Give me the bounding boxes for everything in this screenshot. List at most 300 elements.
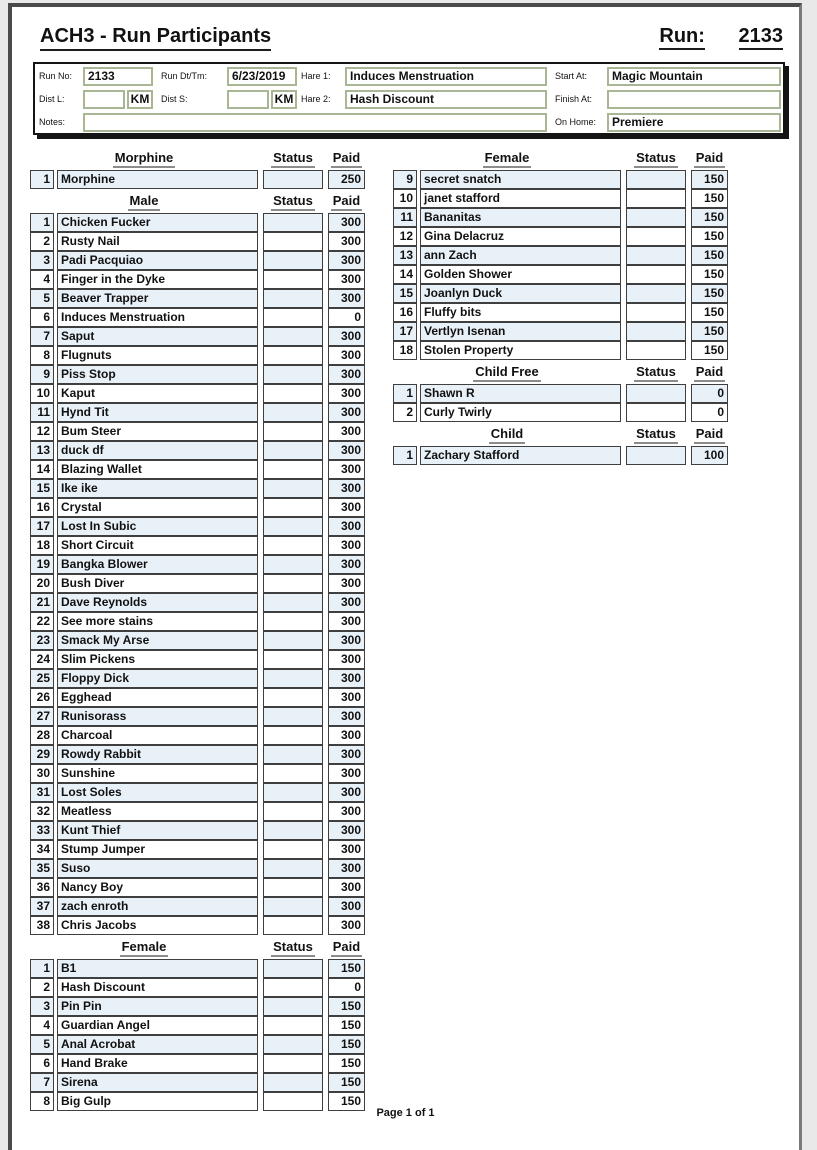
table-row (393, 189, 728, 208)
row-number: 9 (393, 170, 417, 189)
participant-name: Lost In Subic (57, 517, 258, 536)
participant-name: Gina Delacruz (420, 227, 621, 246)
participant-name: Flugnuts (57, 346, 258, 365)
participant-name: Rusty Nail (57, 232, 258, 251)
paid-cell: 300 (328, 802, 365, 821)
participant-name: Dave Reynolds (57, 593, 258, 612)
table-row (30, 327, 365, 346)
status-cell (626, 265, 686, 284)
status-cell (263, 403, 323, 422)
participant-section (30, 193, 365, 935)
section-title: Morphine (113, 150, 176, 168)
participant-name: Meatless (57, 802, 258, 821)
status-cell (263, 1016, 323, 1035)
participant-name: Saput (57, 327, 258, 346)
run-dt-field: 6/23/2019 (227, 67, 297, 86)
row-number: 5 (30, 1035, 54, 1054)
section-header (393, 150, 728, 169)
paid-cell: 300 (328, 707, 365, 726)
dist-l-unit: KM (127, 90, 153, 109)
paid-cell: 300 (328, 365, 365, 384)
paid-cell: 300 (328, 840, 365, 859)
table-row (30, 365, 365, 384)
section-rows (30, 170, 365, 189)
row-number: 7 (30, 327, 54, 346)
paid-cell: 0 (328, 978, 365, 997)
participant-section (30, 150, 365, 189)
paid-cell: 150 (328, 997, 365, 1016)
start-at-label: Start At: (555, 71, 588, 81)
table-row (30, 270, 365, 289)
table-row (393, 284, 728, 303)
status-cell (626, 189, 686, 208)
participant-name: Stump Jumper (57, 840, 258, 859)
participant-name: Golden Shower (420, 265, 621, 284)
status-cell (263, 213, 323, 232)
status-cell (263, 878, 323, 897)
row-number: 8 (30, 1092, 54, 1111)
paid-cell: 300 (328, 517, 365, 536)
participant-name: secret snatch (420, 170, 621, 189)
row-number: 5 (30, 289, 54, 308)
paid-cell: 300 (328, 669, 365, 688)
paid-cell: 300 (328, 346, 365, 365)
table-row (30, 479, 365, 498)
table-row (30, 441, 365, 460)
run-number: 2133 (739, 25, 784, 50)
paid-cell: 300 (328, 384, 365, 403)
hare1-field: Induces Menstruation (345, 67, 547, 86)
row-number: 15 (393, 284, 417, 303)
table-row (393, 303, 728, 322)
row-number: 23 (30, 631, 54, 650)
row-number: 6 (30, 308, 54, 327)
participant-name: Anal Acrobat (57, 1035, 258, 1054)
paid-cell: 300 (328, 536, 365, 555)
section-rows (393, 384, 728, 422)
participant-name: Morphine (57, 170, 258, 189)
run-no-field: 2133 (83, 67, 153, 86)
paid-header: Paid (694, 364, 725, 382)
table-row (30, 1054, 365, 1073)
status-header: Status (634, 426, 678, 444)
table-row (30, 213, 365, 232)
participant-name: duck df (57, 441, 258, 460)
table-row (393, 322, 728, 341)
participant-name: Chicken Fucker (57, 213, 258, 232)
row-number: 12 (30, 422, 54, 441)
status-cell (263, 745, 323, 764)
row-number: 34 (30, 840, 54, 859)
row-number: 25 (30, 669, 54, 688)
section-title: Male (128, 193, 161, 211)
participant-name: Finger in the Dyke (57, 270, 258, 289)
status-cell (626, 246, 686, 265)
paid-cell: 300 (328, 498, 365, 517)
row-number: 6 (30, 1054, 54, 1073)
table-row (30, 517, 365, 536)
run-header (659, 25, 783, 48)
participant-name: Vertlyn Isenan (420, 322, 621, 341)
status-cell (263, 170, 323, 189)
paid-cell: 0 (691, 384, 728, 403)
table-row (30, 498, 365, 517)
paid-cell: 300 (328, 631, 365, 650)
table-row (30, 878, 365, 897)
participant-name: Bum Steer (57, 422, 258, 441)
status-cell (263, 574, 323, 593)
status-cell (263, 498, 323, 517)
participant-name: Padi Pacquiao (57, 251, 258, 270)
hare2-field: Hash Discount (345, 90, 547, 109)
row-number: 22 (30, 612, 54, 631)
participant-name: Slim Pickens (57, 650, 258, 669)
row-number: 17 (393, 322, 417, 341)
table-row (30, 555, 365, 574)
row-number: 11 (30, 403, 54, 422)
status-cell (263, 840, 323, 859)
table-row (393, 170, 728, 189)
status-cell (263, 441, 323, 460)
row-number: 8 (30, 346, 54, 365)
paid-cell: 300 (328, 460, 365, 479)
row-number: 36 (30, 878, 54, 897)
participant-section (393, 150, 728, 360)
paid-cell: 300 (328, 422, 365, 441)
run-info-panel (33, 62, 785, 135)
participant-name: Runisorass (57, 707, 258, 726)
status-cell (263, 555, 323, 574)
table-row (393, 246, 728, 265)
participant-name: Kaput (57, 384, 258, 403)
status-cell (263, 1035, 323, 1054)
participant-name: Bangka Blower (57, 555, 258, 574)
paid-cell: 300 (328, 745, 365, 764)
table-row (30, 574, 365, 593)
table-row (30, 707, 365, 726)
participant-name: Hynd Tit (57, 403, 258, 422)
status-cell (626, 208, 686, 227)
paid-cell: 250 (328, 170, 365, 189)
row-number: 10 (393, 189, 417, 208)
status-cell (263, 997, 323, 1016)
table-row (30, 1073, 365, 1092)
section-header (30, 150, 365, 169)
page-footer: Page 1 of 1 (376, 1107, 435, 1119)
table-row (30, 612, 365, 631)
row-number: 26 (30, 688, 54, 707)
row-number: 1 (30, 213, 54, 232)
report-page (8, 3, 802, 1150)
row-number: 1 (30, 959, 54, 978)
participant-name: Charcoal (57, 726, 258, 745)
row-number: 14 (30, 460, 54, 479)
participant-name: zach enroth (57, 897, 258, 916)
paid-cell: 150 (691, 246, 728, 265)
run-no-label: Run No: (39, 71, 73, 81)
participant-name: Bananitas (420, 208, 621, 227)
row-number: 1 (393, 446, 417, 465)
table-row (30, 232, 365, 251)
run-label: Run: (659, 25, 705, 50)
paid-cell: 300 (328, 289, 365, 308)
table-row (30, 978, 365, 997)
paid-cell: 150 (691, 284, 728, 303)
status-cell (263, 1073, 323, 1092)
participant-name: Shawn R (420, 384, 621, 403)
row-number: 2 (30, 978, 54, 997)
paid-cell: 300 (328, 593, 365, 612)
row-number: 2 (30, 232, 54, 251)
section-title: Child Free (473, 364, 541, 382)
paid-cell: 150 (328, 1016, 365, 1035)
participant-section (393, 426, 728, 465)
participant-name: Ike ike (57, 479, 258, 498)
section-header (393, 364, 728, 383)
paid-header: Paid (694, 150, 725, 168)
paid-cell: 150 (691, 208, 728, 227)
status-cell (626, 384, 686, 403)
participant-name: Joanlyn Duck (420, 284, 621, 303)
status-cell (263, 308, 323, 327)
table-row (30, 403, 365, 422)
status-cell (263, 232, 323, 251)
dist-s-field (227, 90, 269, 109)
table-row (30, 1035, 365, 1054)
paid-cell: 0 (691, 403, 728, 422)
table-row (393, 384, 728, 403)
paid-cell: 150 (691, 189, 728, 208)
paid-cell: 150 (691, 227, 728, 246)
table-row (393, 403, 728, 422)
paid-header: Paid (331, 193, 362, 211)
row-number: 9 (30, 365, 54, 384)
participant-name: Piss Stop (57, 365, 258, 384)
row-number: 4 (30, 270, 54, 289)
paid-cell: 150 (328, 1054, 365, 1073)
paid-cell: 100 (691, 446, 728, 465)
row-number: 32 (30, 802, 54, 821)
row-number: 21 (30, 593, 54, 612)
row-number: 14 (393, 265, 417, 284)
paid-cell: 300 (328, 441, 365, 460)
row-number: 4 (30, 1016, 54, 1035)
table-row (30, 840, 365, 859)
paid-cell: 300 (328, 650, 365, 669)
status-header: Status (271, 150, 315, 168)
table-row (30, 170, 365, 189)
row-number: 30 (30, 764, 54, 783)
row-number: 18 (30, 536, 54, 555)
paid-cell: 300 (328, 232, 365, 251)
participant-name: Bush Diver (57, 574, 258, 593)
participant-name: See more stains (57, 612, 258, 631)
table-row (30, 916, 365, 935)
table-row (30, 308, 365, 327)
participant-name: Crystal (57, 498, 258, 517)
status-cell (626, 284, 686, 303)
row-number: 35 (30, 859, 54, 878)
paid-cell: 300 (328, 859, 365, 878)
row-number: 16 (30, 498, 54, 517)
table-row (30, 726, 365, 745)
table-row (30, 669, 365, 688)
status-cell (263, 422, 323, 441)
start-at-field: Magic Mountain (607, 67, 781, 86)
participant-name: Nancy Boy (57, 878, 258, 897)
dist-s-label: Dist S: (161, 94, 188, 104)
table-row (30, 460, 365, 479)
status-cell (263, 688, 323, 707)
section-title: Female (120, 939, 169, 957)
participant-name: Fluffy bits (420, 303, 621, 322)
participant-name: Blazing Wallet (57, 460, 258, 479)
on-home-field: Premiere (607, 113, 781, 132)
row-number: 27 (30, 707, 54, 726)
table-row (30, 802, 365, 821)
status-cell (263, 612, 323, 631)
table-row (30, 593, 365, 612)
status-cell (263, 802, 323, 821)
section-header (393, 426, 728, 445)
row-number: 18 (393, 341, 417, 360)
paid-cell: 300 (328, 878, 365, 897)
status-header: Status (634, 150, 678, 168)
paid-cell: 300 (328, 479, 365, 498)
participant-name: Hash Discount (57, 978, 258, 997)
participant-name: Lost Soles (57, 783, 258, 802)
row-number: 10 (30, 384, 54, 403)
participant-name: Floppy Dick (57, 669, 258, 688)
status-header: Status (271, 193, 315, 211)
paid-cell: 150 (328, 1035, 365, 1054)
participant-name: Suso (57, 859, 258, 878)
dist-s-unit: KM (271, 90, 297, 109)
status-cell (626, 170, 686, 189)
participant-name: Big Gulp (57, 1092, 258, 1111)
participant-name: Sunshine (57, 764, 258, 783)
row-number: 13 (30, 441, 54, 460)
table-row (30, 346, 365, 365)
table-row (30, 251, 365, 270)
table-row (30, 1016, 365, 1035)
table-row (30, 897, 365, 916)
hare2-label: Hare 2: (301, 94, 331, 104)
page-title: ACH3 - Run Participants (40, 25, 271, 51)
table-row (30, 859, 365, 878)
row-number: 11 (393, 208, 417, 227)
participant-name: Smack My Arse (57, 631, 258, 650)
paid-cell: 150 (691, 265, 728, 284)
dist-l-label: Dist L: (39, 94, 65, 104)
participant-name: Hand Brake (57, 1054, 258, 1073)
row-number: 28 (30, 726, 54, 745)
participant-name: Sirena (57, 1073, 258, 1092)
participant-name: Short Circuit (57, 536, 258, 555)
paid-cell: 300 (328, 897, 365, 916)
paid-cell: 300 (328, 270, 365, 289)
status-cell (626, 322, 686, 341)
status-cell (263, 460, 323, 479)
table-row (30, 384, 365, 403)
paid-cell: 150 (691, 170, 728, 189)
participant-name: Rowdy Rabbit (57, 745, 258, 764)
paid-cell: 300 (328, 764, 365, 783)
paid-cell: 300 (328, 555, 365, 574)
row-number: 13 (393, 246, 417, 265)
table-row (30, 783, 365, 802)
status-cell (263, 270, 323, 289)
table-row (30, 997, 365, 1016)
row-number: 33 (30, 821, 54, 840)
table-row (30, 959, 365, 978)
status-cell (263, 384, 323, 403)
row-number: 12 (393, 227, 417, 246)
table-row (393, 341, 728, 360)
row-number: 1 (30, 170, 54, 189)
table-row (393, 446, 728, 465)
row-number: 16 (393, 303, 417, 322)
on-home-label: On Home: (555, 117, 597, 127)
row-number: 1 (393, 384, 417, 403)
paid-cell: 150 (328, 959, 365, 978)
status-header: Status (271, 939, 315, 957)
row-number: 17 (30, 517, 54, 536)
finish-at-label: Finish At: (555, 94, 593, 104)
paid-cell: 300 (328, 251, 365, 270)
status-cell (626, 227, 686, 246)
notes-field (83, 113, 547, 132)
status-cell (263, 365, 323, 384)
participant-name: Curly Twirly (420, 403, 621, 422)
paid-cell: 150 (328, 1092, 365, 1111)
participants-column-right (393, 150, 728, 469)
participant-name: Egghead (57, 688, 258, 707)
table-row (30, 688, 365, 707)
finish-at-field (607, 90, 781, 109)
paid-cell: 300 (328, 612, 365, 631)
status-cell (263, 650, 323, 669)
participant-name: B1 (57, 959, 258, 978)
status-cell (263, 669, 323, 688)
status-cell (263, 897, 323, 916)
paid-header: Paid (694, 426, 725, 444)
row-number: 7 (30, 1073, 54, 1092)
table-row (30, 650, 365, 669)
table-row (30, 536, 365, 555)
participant-name: Stolen Property (420, 341, 621, 360)
paid-cell: 150 (328, 1073, 365, 1092)
paid-cell: 300 (328, 688, 365, 707)
row-number: 3 (30, 997, 54, 1016)
row-number: 29 (30, 745, 54, 764)
paid-cell: 300 (328, 916, 365, 935)
status-cell (263, 631, 323, 650)
status-cell (263, 517, 323, 536)
participant-name: ann Zach (420, 246, 621, 265)
table-row (30, 745, 365, 764)
status-cell (263, 726, 323, 745)
table-row (393, 208, 728, 227)
status-cell (263, 783, 323, 802)
dist-l-field (83, 90, 125, 109)
participant-name: Beaver Trapper (57, 289, 258, 308)
table-row (30, 631, 365, 650)
section-header (30, 939, 365, 958)
section-header (30, 193, 365, 212)
run-dt-label: Run Dt/Tm: (161, 71, 208, 81)
paid-cell: 300 (328, 783, 365, 802)
